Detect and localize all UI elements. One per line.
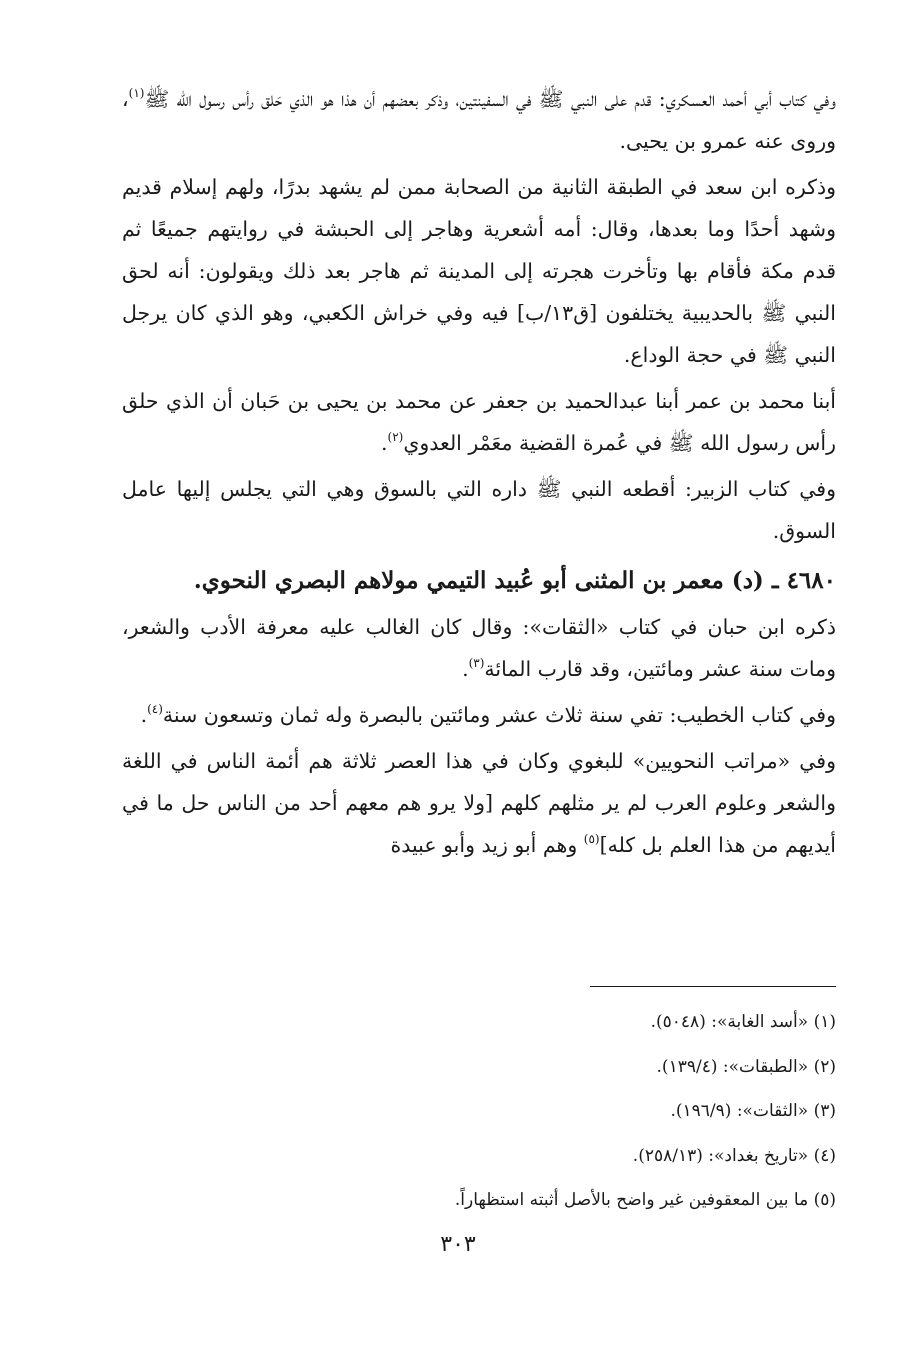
main-text bbox=[122, 78, 836, 870]
footnote: (١) «أسد الغابة»: (٥٠٤٨). bbox=[650, 1012, 836, 1032]
paragraph: وفي «مراتب النحويين» للبغوي وكان في هذا العصر ثلاثة هم أئمة الناس في اللغة والشعر وعلوم العرب لم ير مثلهم كلهم [ولا يرو هم معهم أحد من الناس حل ما في أيديهم من هذا العلم بل كله]$^{(٥)}$ وهم أبو زيد وأبو عبيدة bbox=[122, 749, 836, 857]
footnote-divider bbox=[590, 986, 836, 987]
page-number: ٣٠٣ bbox=[440, 1232, 476, 1257]
paragraph: وفي كتاب أبي أحمد العسكري: قدم على النبي ﷺ في السفينتين، وذكر بعضهم أن هذا هو الذي حَلق رأس رسول الله ﷺ$^{(١)}$، وروى عنه عمرو بن يحيى. bbox=[122, 86, 836, 153]
footnote: (٣) «الثقات»: (١٩٦/٩). bbox=[670, 1101, 836, 1121]
paragraph: وذكره ابن سعد في الطبقة الثانية من الصحابة ممن لم يشهد بدرًا، ولهم إسلام قديم وشهد أحدًا وما بعدها، وقال: أمه أشعرية وهاجر إلى الحبشة في روايتهم جميعًا ثم قدم مكة فأقام بها وتأخرت هجرته إلى المدينة ثم هاجر بعد ذلك ويقولون: أنه لحق النبي ﷺ بالحديبية يختلفون [ق١٣/ب] فيه وفي خراش الكعبي، وهو الذي كان يرجل النبي ﷺ في حجة الوداع. bbox=[122, 175, 836, 367]
paragraph: وفي كتاب الزبير: أقطعه النبي ﷺ داره التي بالسوق وهي التي يجلس إليها عامل السوق. bbox=[122, 477, 836, 543]
footnote: (٢) «الطبقات»: (١٣٩/٤). bbox=[656, 1056, 836, 1077]
footnote: (٤) «تاريخ بغداد»: (٢٥٨/١٣). bbox=[632, 1145, 836, 1166]
footnote-marker: (٢) bbox=[387, 430, 404, 444]
footnotes bbox=[136, 1000, 836, 1223]
paragraph: أبنا محمد بن عمر أبنا عبدالحميد بن جعفر عن محمد بن يحيى بن حَبان أن الذي حلق رأس رسول الله ﷺ في عُمرة القضية معَمْر العدوي$^{(٢)}$. bbox=[122, 389, 836, 455]
footnote: (٥) ما بين المعقوفين غير واضح بالأصل أثبته استظهاراً. bbox=[454, 1190, 836, 1210]
entry-heading: ٤٦٨٠ ـ (د) معمر بن المثنى أبو عُبيد التيمي مولاهم البصري النحوي. bbox=[193, 567, 836, 594]
footnote-marker: (٤) bbox=[147, 702, 163, 716]
footnote-marker: (١) bbox=[128, 86, 145, 100]
paragraph: ذكره ابن حبان في كتاب «الثقات»: وقال كان الغالب عليه معرفة الأدب والشعر، ومات سنة عشر ومائتين، وقد قارب المائة$^{(٣)}$. bbox=[122, 615, 836, 681]
paragraph: وفي كتاب الخطيب: تفي سنة ثلاث عشر ومائتين بالبصرة وله ثمان وتسعون سنة$^{(٤)}$. bbox=[140, 702, 836, 727]
footnote-marker: (٣) bbox=[468, 656, 485, 670]
footnote-marker: (٥) bbox=[583, 832, 600, 846]
